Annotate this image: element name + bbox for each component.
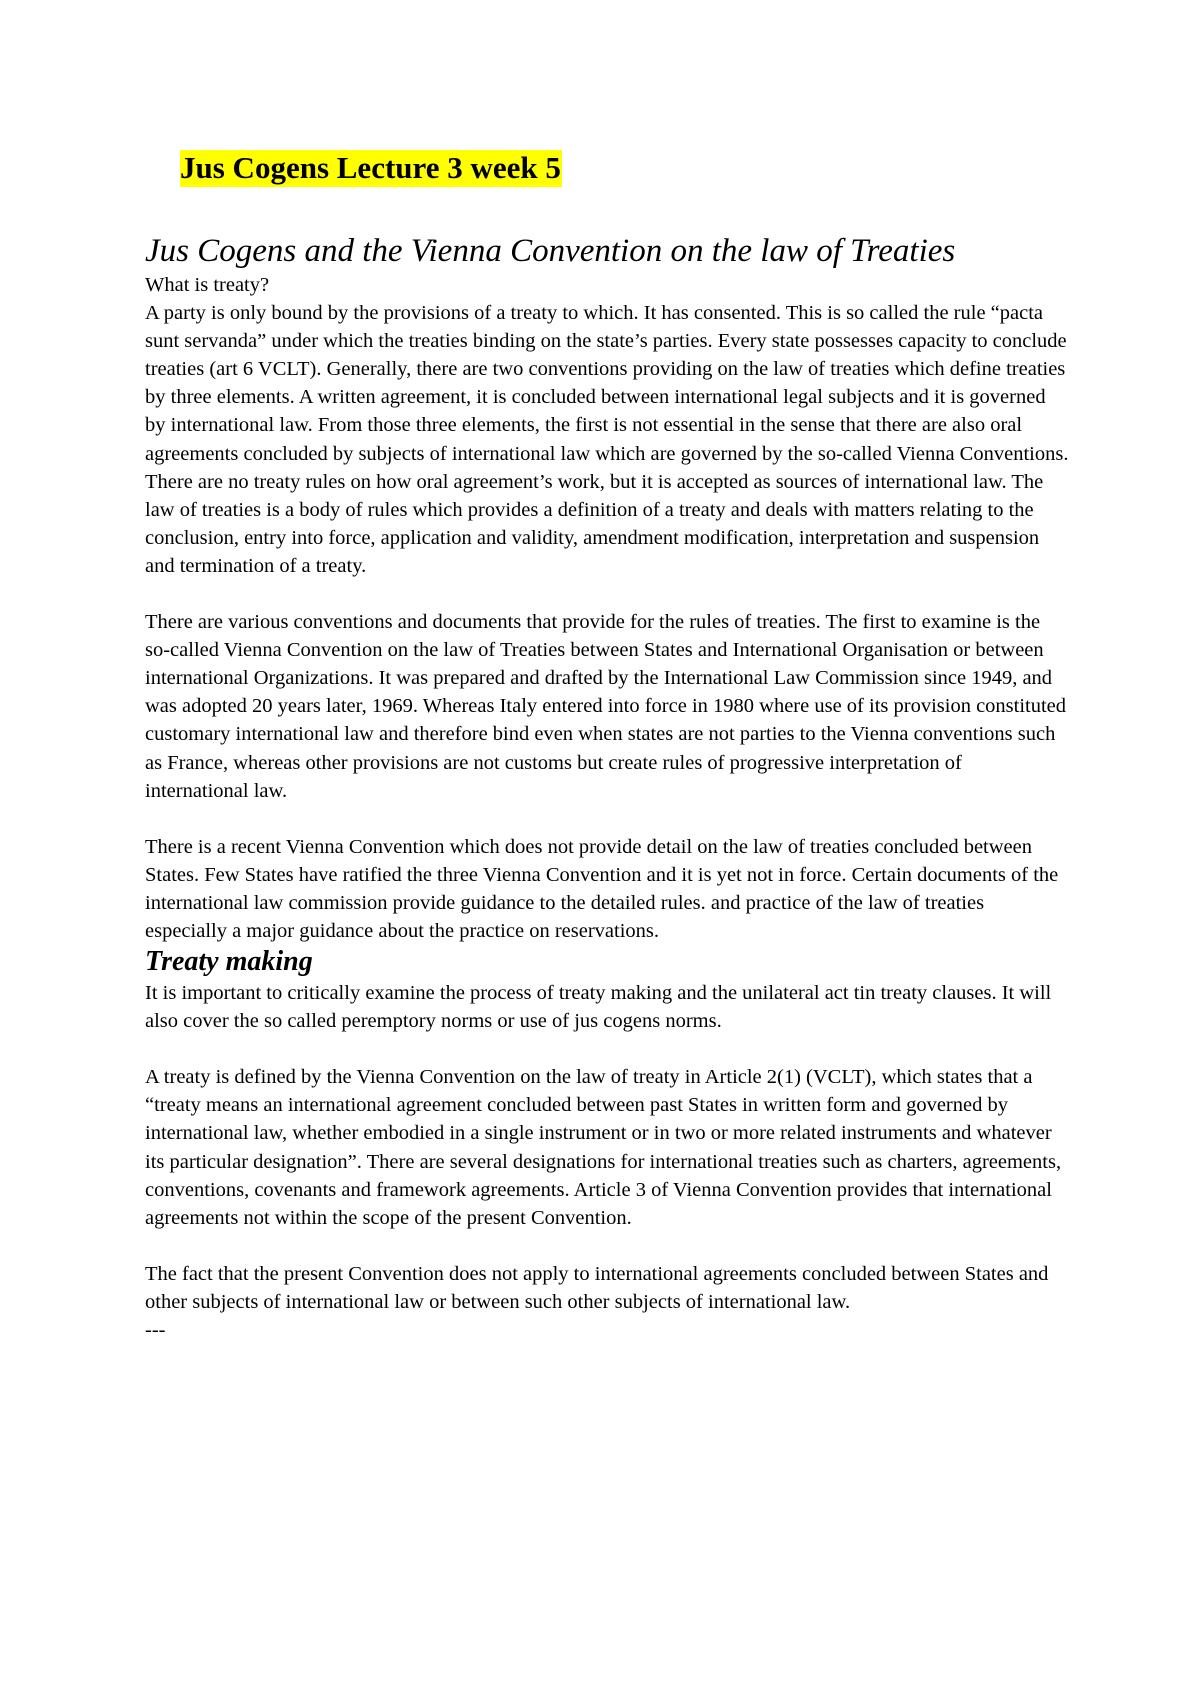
paragraph-scope: The fact that the present Convention does not apply to international agreements concluded between States and other subjects of international law or between such other subjects of international law.: [145, 1262, 1049, 1313]
separator-line: ---: [145, 1319, 166, 1341]
paragraph-treaty-definition: A treaty is defined by the Vienna Convention on the law of treaty in Article 2(1) (VCLT), which states that a “treaty means an international agreement concluded between past States in written form and governed by international law, whether embodied in a single instrument or in two or more related instruments and whatever its particular designation”. There are several designations for international treaties such as charters, agreements, conventions, covenants and framework agreements. Article 3 of Vienna Convention provides that international agreements not within the scope of the present Convention.: [145, 1066, 1062, 1229]
paragraph-conventions: There are various conventions and documents that provide for the rules of treaties. The first to examine is the so-called Vienna Convention on the law of Treaties between States and International Organisation or between international Organizations. It was prepared and drafted by the International Law Commission since 1949, and was adopted 20 years later, 1969. Whereas Italy entered into force in 1980 where use of its provision constituted customary international law and therefore bind even when states are not parties to the Vienna conventions such as France, whereas other provisions are not customs but create rules of progressive interpretation of international law.: [145, 611, 1067, 802]
title-highlight: Jus Cogens Lecture 3 week 5: [180, 150, 561, 185]
document-body: [145, 231, 1070, 1344]
paragraph-definition: A party is only bound by the provisions of a treaty to which. It has consented. This is so called the rule “pacta sunt servanda” under which the treaties binding on the state’s parties. Every state possesses capacity to conclude treaties (art 6 VCLT). Generally, there are two conventions providing on the law of treaties which define treaties by three elements. A written agreement, it is concluded between international legal subjects and it is governed by international law. From those three elements, the first is not essential in the sense that there are also oral agreements concluded by subjects of international law which are governed by the so-called Vienna Conventions. There are no treaty rules on how oral agreement’s work, but it is accepted as sources of international law. The law of treaties is a body of rules which provides a definition of a treaty and deals with matters relating to the conclusion, entry into force, application and validity, amendment modification, interpretation and suspension and termination of a treaty.: [145, 302, 1069, 577]
document-title: [180, 148, 562, 188]
document-subtitle: Jus Cogens and the Vienna Convention on the law of Treaties: [145, 233, 956, 269]
section-heading-treaty-making: Treaty making: [145, 946, 313, 978]
question-line: What is treaty?: [145, 274, 270, 296]
paragraph-treaty-making-intro: It is important to critically examine the process of treaty making and the unilateral act tin treaty clauses. It will also cover the so called peremptory norms or use of jus cogens norms.: [145, 982, 1052, 1033]
paragraph-recent-convention: There is a recent Vienna Convention which does not provide detail on the law of treaties concluded between States. Few States have ratified the three Vienna Convention and it is yet not in force. Certain documents of the international law commission provide guidance to the detailed rules. and practice of the law of treaties especially a major guidance about the practice on reservations.: [145, 835, 1059, 942]
